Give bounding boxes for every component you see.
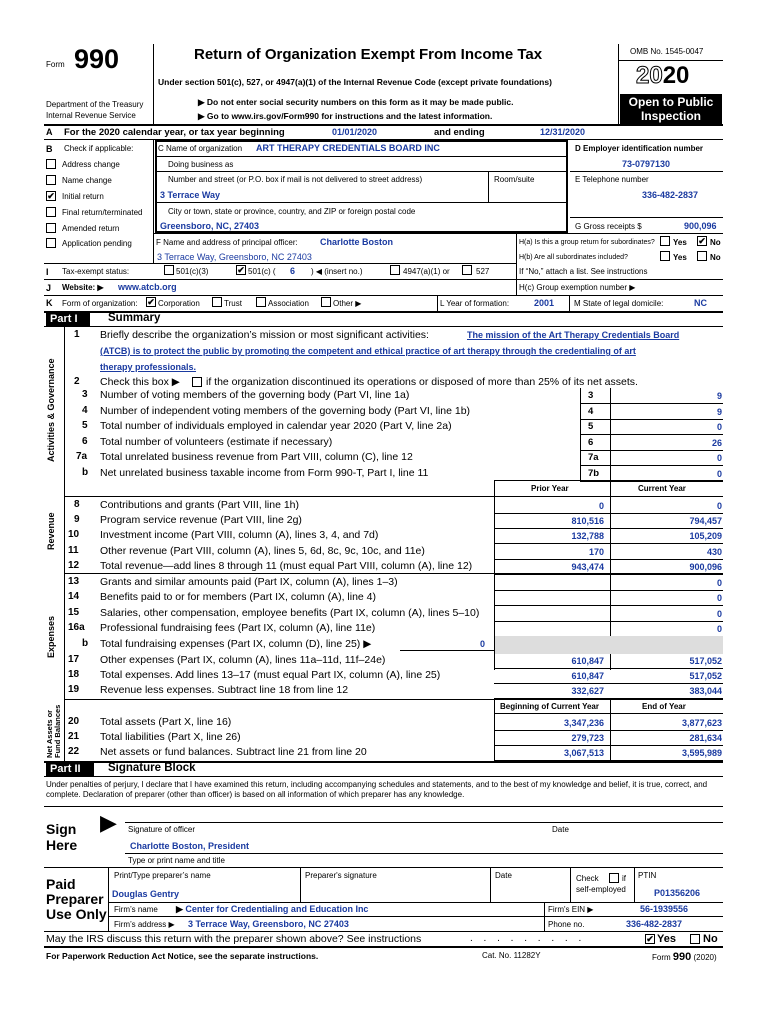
ein-value[interactable]: 73-0797130 xyxy=(622,159,671,169)
line-number: 12 xyxy=(68,560,80,571)
line-number: 8 xyxy=(74,499,80,510)
line-number: 4 xyxy=(82,405,88,416)
line-label: Number of independent voting members of the governing body (Part VI, line 1b) xyxy=(100,405,471,417)
current-year-value[interactable]: 0 xyxy=(716,501,722,511)
line-number: b xyxy=(82,467,89,478)
form-label: Form xyxy=(46,60,65,69)
line-box-number: 3 xyxy=(588,390,594,401)
line-number: 7a xyxy=(76,451,88,462)
line-number: 22 xyxy=(68,746,80,757)
line-label: Total revenue—add lines 8 through 11 (must equal Part VIII, column (A), line 12) xyxy=(100,560,473,572)
association-checkbox[interactable] xyxy=(256,297,266,307)
current-year-value[interactable]: 517,052 xyxy=(689,671,722,681)
line-label: Total expenses. Add lines 13–17 (must equal Part IX, column (A), line 25) xyxy=(100,669,441,681)
side-expenses: Expenses xyxy=(46,615,56,658)
part-1-title: Summary xyxy=(108,312,161,324)
year-of-formation[interactable]: 2001 xyxy=(534,298,555,308)
application-pending-checkbox[interactable] xyxy=(46,238,56,248)
mission-line-1[interactable]: The mission of the Art Therapy Credentials Board xyxy=(467,330,680,340)
line-label: Total assets (Part X, line 16) xyxy=(100,716,232,728)
line-label: Other expenses (Part IX, column (A), lines 11a–11d, 11f–24e) xyxy=(100,654,386,666)
discuss-question: May the IRS discuss this return with the preparer shown above? See instructions xyxy=(46,933,422,945)
prior-year-value[interactable]: 943,474 xyxy=(571,562,604,572)
principal-officer-name[interactable]: Charlotte Boston xyxy=(320,237,393,247)
state-of-domicile[interactable]: NC xyxy=(694,298,707,308)
here-label: Here xyxy=(46,837,78,853)
part-2-title: Signature Block xyxy=(108,762,196,774)
line-label: Revenue less expenses. Subtract line 18 from line 12 xyxy=(100,684,349,696)
line-box-number: 6 xyxy=(588,437,594,448)
current-year-value[interactable]: 281,634 xyxy=(689,733,722,743)
initial-return-checkbox[interactable]: ✔ xyxy=(47,191,55,201)
col-current-year: Current Year xyxy=(638,484,686,493)
discuss-yes-checkbox[interactable]: ✔ xyxy=(646,934,654,944)
line-label: Program service revenue (Part VIII, line 2g) xyxy=(100,514,302,526)
dept-irs: Internal Revenue Service xyxy=(46,111,136,120)
name-change-checkbox[interactable] xyxy=(46,175,56,185)
501c-checkbox[interactable]: ✔ xyxy=(237,265,245,275)
form-subtitle: Under section 501(c), 527, or 4947(a)(1) of the Internal Revenue Code (except private foundations) xyxy=(158,77,552,87)
line-value[interactable]: 0 xyxy=(716,422,722,432)
group-exemption-label: H(c) Group exemption number ▶ xyxy=(519,283,636,292)
side-activities-governance: Activities & Governance xyxy=(46,358,56,462)
perjury-statement: Under penalties of perjury, I declare that I have examined this return, including accompanying schedules and statements, and to the best of my knowledge and belief, it is true, correct, and complete. Declaration of preparer (other than officer) is based on all information of which preparer has any knowledge. xyxy=(46,780,708,799)
form-title: Return of Organization Exempt From Income Tax xyxy=(194,46,543,63)
line-1-label: Briefly describe the organization’s mission or most significant activities: xyxy=(100,329,429,341)
preparer-ptin[interactable]: P01356206 xyxy=(654,888,701,898)
hb-no-checkbox[interactable] xyxy=(697,251,707,261)
hb-yes-checkbox[interactable] xyxy=(660,251,670,261)
prior-year-value[interactable]: 810,516 xyxy=(571,516,604,526)
part-2-tag: Part II xyxy=(46,762,94,776)
prior-year-value[interactable]: 332,627 xyxy=(571,686,604,696)
line-number: 18 xyxy=(68,669,80,680)
line-number: 3 xyxy=(82,389,88,400)
line-number: 6 xyxy=(82,436,88,447)
current-year-value[interactable]: 105,209 xyxy=(689,531,722,541)
tax-year-begin[interactable]: 01/01/2020 xyxy=(332,127,378,137)
current-year-value[interactable]: 517,052 xyxy=(689,656,722,666)
line-label: Benefits paid to or for members (Part IX, column (A), line 4) xyxy=(100,591,377,603)
street-address[interactable]: 3 Terrace Way xyxy=(160,190,221,200)
ha-yes-checkbox[interactable] xyxy=(660,236,670,246)
trust-checkbox[interactable] xyxy=(212,297,222,307)
current-year-value[interactable]: 0 xyxy=(716,624,722,634)
firm-name[interactable]: ▶ Center for Credentialing and Education Inc xyxy=(176,904,369,914)
other-checkbox[interactable] xyxy=(321,297,331,307)
dept-treasury: Department of the Treasury xyxy=(46,100,144,109)
line-number: 20 xyxy=(68,716,80,727)
current-year-value[interactable]: 900,096 xyxy=(689,562,722,572)
sign-label: Sign xyxy=(46,821,77,837)
sign-arrow-icon: ▶ xyxy=(100,810,117,835)
footer-form-id: Form 990 (2020) xyxy=(652,951,717,963)
line-box-number: 7b xyxy=(588,468,600,479)
tax-year-end[interactable]: 12/31/2020 xyxy=(540,127,586,137)
final-return-checkbox[interactable] xyxy=(46,207,56,217)
discuss-no-checkbox[interactable] xyxy=(690,934,700,944)
527-checkbox[interactable] xyxy=(462,265,472,275)
line-number: 21 xyxy=(68,731,80,742)
corporation-checkbox[interactable]: ✔ xyxy=(147,297,155,307)
col-beginning-year: Beginning of Current Year xyxy=(500,702,599,711)
principal-officer-address[interactable]: 3 Terrace Way, Greensboro, NC 27403 xyxy=(157,252,312,262)
line-value[interactable]: 0 xyxy=(716,453,722,463)
current-year-value[interactable]: 0 xyxy=(716,593,722,603)
current-year-value[interactable]: 3,877,623 xyxy=(681,718,722,728)
tax-year: 2020 xyxy=(636,62,690,89)
city-state-zip[interactable]: Greensboro, NC, 27403 xyxy=(160,221,260,231)
line-label: Total liabilities (Part X, line 26) xyxy=(100,731,241,743)
prior-year-value[interactable]: 170 xyxy=(588,547,604,557)
line-label: Other revenue (Part VIII, column (A), lines 5, 6d, 8c, 9c, 10c, and 11e) xyxy=(100,545,425,557)
line-value[interactable]: 26 xyxy=(711,438,722,448)
organization-name[interactable]: ART THERAPY CREDENTIALS BOARD INC xyxy=(256,143,440,153)
paperwork-notice: For Paperwork Reduction Act Notice, see the separate instructions. xyxy=(46,951,319,961)
current-year-value[interactable]: 794,457 xyxy=(689,516,722,526)
line-label: Total number of individuals employed in calendar year 2020 (Part V, line 2a) xyxy=(100,420,452,432)
line-box-number: 5 xyxy=(588,421,594,432)
line-label: Grants and similar amounts paid (Part IX, column (A), lines 1–3) xyxy=(100,576,398,588)
telephone-value[interactable]: 336-482-2837 xyxy=(642,190,699,200)
line-label: Net assets or fund balances. Subtract line 21 from line 20 xyxy=(100,746,367,758)
line-label: Total unrelated business revenue from Part VIII, column (C), line 12 xyxy=(100,451,413,463)
line-number: 16a xyxy=(68,622,85,633)
total-fundraising-expenses[interactable]: 0 xyxy=(480,639,486,649)
side-revenue: Revenue xyxy=(46,512,56,550)
current-year-value[interactable]: 0 xyxy=(716,578,722,588)
side-net-assets: Net Assets or Fund Balances xyxy=(45,704,62,758)
line-value[interactable]: 9 xyxy=(716,391,722,401)
line-number: 13 xyxy=(68,576,80,587)
prior-year-value[interactable]: 0 xyxy=(598,501,604,511)
firm-phone[interactable]: 336-482-2837 xyxy=(626,919,683,929)
line-number: 15 xyxy=(68,607,80,618)
preparer-label: Preparer xyxy=(46,891,104,907)
address-change-checkbox[interactable] xyxy=(46,159,56,169)
self-employed-checkbox[interactable] xyxy=(609,873,619,883)
line-number: 14 xyxy=(68,591,80,602)
website-value[interactable]: www.atcb.org xyxy=(118,282,177,292)
instructions-link[interactable]: ▶ Go to www.irs.gov/Form990 for instructions and the latest information. xyxy=(198,111,493,121)
line-value[interactable]: 0 xyxy=(716,469,722,479)
line-number: 19 xyxy=(68,684,80,695)
line-label: Total number of volunteers (estimate if necessary) xyxy=(100,436,333,448)
paid-label: Paid xyxy=(46,876,76,892)
mission-line-3[interactable]: therapy professionals. xyxy=(100,362,197,372)
line-number: 5 xyxy=(82,420,88,431)
firm-address[interactable]: 3 Terrace Way, Greensboro, NC 27403 xyxy=(188,919,349,929)
prior-year-value[interactable]: 279,723 xyxy=(571,733,604,743)
current-year-value[interactable]: 0 xyxy=(716,609,722,619)
cat-number: Cat. No. 11282Y xyxy=(482,951,541,960)
ha-no-checkbox[interactable]: ✔ xyxy=(698,236,706,246)
discontinued-operations-checkbox[interactable] xyxy=(192,377,202,387)
firm-ein[interactable]: 56-1939556 xyxy=(640,904,689,914)
gross-receipts[interactable]: 900,096 xyxy=(684,221,717,231)
line-label: Contributions and grants (Part VIII, line 1h) xyxy=(100,499,300,511)
line-number: 17 xyxy=(68,654,80,665)
amended-return-checkbox[interactable] xyxy=(46,223,56,233)
prior-year-value[interactable]: 132,788 xyxy=(571,531,604,541)
line-label: Number of voting members of the governing body (Part VI, line 1a) xyxy=(100,389,410,401)
501c-type-number[interactable]: 6 xyxy=(290,266,296,276)
col-end-year: End of Year xyxy=(642,702,686,711)
prior-year-value[interactable]: 610,847 xyxy=(571,656,604,666)
line-label: Investment income (Part VIII, column (A), lines 3, 4, and 7d) xyxy=(100,529,379,541)
col-prior-year: Prior Year xyxy=(531,484,569,493)
public-inspection-badge: Open to Public Inspection xyxy=(620,94,722,124)
line-number: 11 xyxy=(68,545,79,556)
501c3-checkbox[interactable] xyxy=(164,265,174,275)
prior-year-value[interactable]: 610,847 xyxy=(571,671,604,681)
form-number: 990 xyxy=(74,44,120,74)
use-only-label: Use Only xyxy=(46,906,107,922)
preparer-name[interactable]: Douglas Gentry xyxy=(112,889,180,899)
line-label: Net unrelated business taxable income from Form 990-T, Part I, line 11 xyxy=(100,467,429,479)
officer-name-title[interactable]: Charlotte Boston, President xyxy=(130,841,250,851)
line-a-label: For the 2020 calendar year, or tax year beginning xyxy=(64,127,285,138)
line-value[interactable]: 9 xyxy=(716,407,722,417)
line-box-number: 7a xyxy=(588,452,599,463)
current-year-value[interactable]: 383,044 xyxy=(689,686,722,696)
4947-checkbox[interactable] xyxy=(390,265,400,275)
line-number: 10 xyxy=(68,529,80,540)
prior-year-value[interactable]: 3,067,513 xyxy=(563,748,604,758)
omb-number: OMB No. 1545-0047 xyxy=(630,47,704,56)
current-year-value[interactable]: 430 xyxy=(706,547,722,557)
line-box-number: 4 xyxy=(588,406,594,417)
line-label: Professional fundraising fees (Part IX, column (A), line 11e) xyxy=(100,622,376,634)
line-label: Salaries, other compensation, employee benefits (Part IX, column (A), lines 5–10) xyxy=(100,607,480,619)
ssn-warning: ▶ Do not enter social security numbers on this form as it may be made public. xyxy=(198,97,514,107)
prior-year-value[interactable]: 3,347,236 xyxy=(563,718,604,728)
check-applicable-label: Check if applicable: xyxy=(64,144,134,153)
line-number: 9 xyxy=(74,514,80,525)
part-1-tag: Part I xyxy=(46,312,90,326)
mission-line-2[interactable]: (ATCB) is to protect the public by promoting the competent and ethical practice of art therapy through the credentialing of art xyxy=(100,346,636,356)
current-year-value[interactable]: 3,595,989 xyxy=(681,748,722,758)
